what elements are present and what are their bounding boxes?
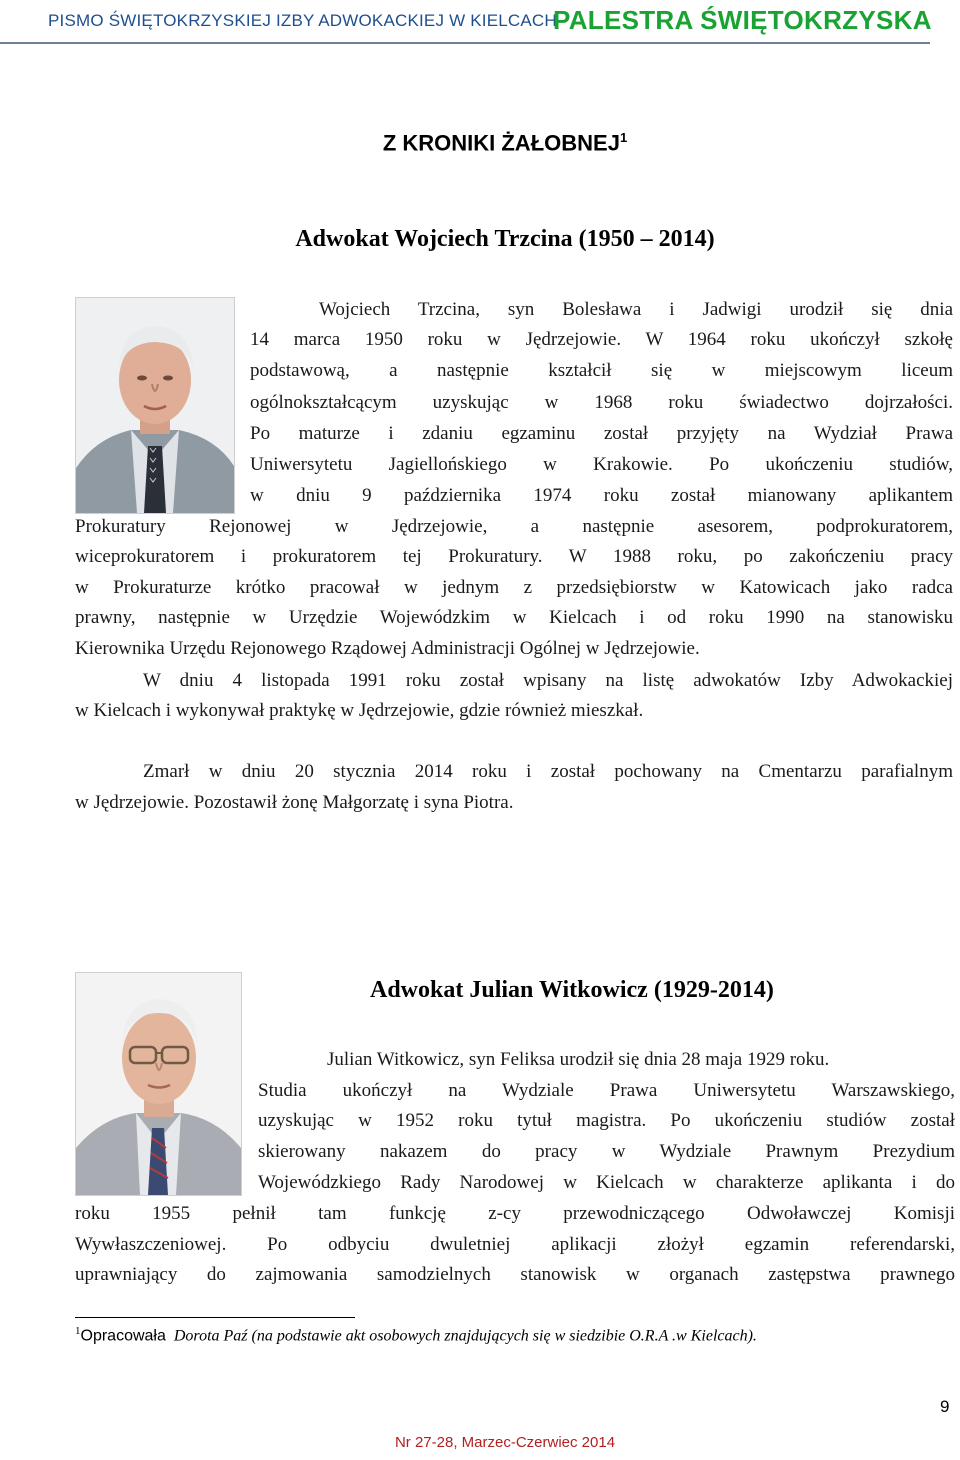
text-line: Studia ukończył na Wydziale Prawa Uniwersytetu Warszawskiego, xyxy=(258,1080,955,1101)
text-line: skierowany nakazem do pracy w Wydziale Prawnym Prezydium xyxy=(258,1141,955,1162)
section-title-text: Z KRONIKI ŻAŁOBNEJ xyxy=(382,130,620,156)
footnote-label: Opracowała xyxy=(80,1327,166,1345)
text-line: Kierownika Urzędu Rejonowego Rządowej Administracji Ogólnej w Jędrzejowie. xyxy=(75,638,700,659)
text-line: W dniu 4 listopada 1991 roku został wpisany na listę adwokatów Izby Adwokackiej xyxy=(143,670,953,691)
article2-title: Adwokat Julian Witkowicz (1929-2014) xyxy=(370,977,774,1003)
text-line: w Jędrzejowie. Pozostawił żonę Małgorzatę i syna Piotra. xyxy=(75,792,514,813)
text-line: uzyskując w 1952 roku tytuł magistra. Po ukończeniu studiów został xyxy=(258,1110,955,1131)
text-line: w dniu 9 października 1974 roku został mianowany aplikantem xyxy=(250,485,953,506)
journal-name: PISMO ŚWIĘTOKRZYSKIEJ IZBY ADWOKACKIEJ W KIELCACH xyxy=(48,11,557,30)
text-line: w Kielcach i wykonywał praktykę w Jędrzejowie, gdzie również mieszkał. xyxy=(75,700,644,721)
text-line: Zmarł w dniu 20 stycznia 2014 roku i został pochowany na Cmentarzu parafialnym xyxy=(143,761,953,782)
text-line: 14 marca 1950 roku w Jędrzejowie. W 1964 roku ukończył szkołę xyxy=(250,329,953,350)
article1-title: Adwokat Wojciech Trzcina (1950 – 2014) xyxy=(295,226,715,252)
page-number: 9 xyxy=(940,1397,950,1416)
footnote-text: Dorota Paź (na podstawie akt osobowych znajdujących się w siedzibie O.R.A .w Kielcach). xyxy=(173,1327,757,1345)
footnote-ref: 1 xyxy=(619,130,628,145)
footnote-divider xyxy=(75,1317,355,1318)
text-line: Wywłaszczeniowej. Po odbyciu dwuletniej aplikacji złożył egzamin referendarski, xyxy=(75,1234,955,1255)
text-line: prawny, następnie w Urzędzie Wojewódzkim w Kielcach i od roku 1990 na stanowisku xyxy=(75,607,953,628)
text-line: uprawniający do zajmowania samodzielnych stanowisk w organach zastępstwa prawnego xyxy=(75,1264,955,1285)
text-line: Wojewódzkiego Rady Narodowej w Kielcach w charakterze aplikanta i do xyxy=(258,1172,955,1193)
footnote-number: 1 xyxy=(75,1325,81,1337)
text-line: Julian Witkowicz, syn Feliksa urodził się dnia 28 maja 1929 roku. xyxy=(327,1049,830,1070)
text-line: wiceprokuratorem i prokuratorem tej Prokuratury. W 1988 roku, po zakończeniu pracy xyxy=(75,546,953,567)
text-line: podstawową, a następnie kształcił się w miejscowym liceum xyxy=(250,360,953,381)
text-line: w Prokuraturze krótko pracował w jednym z przedsiębiorstw w Katowicach jako radca xyxy=(75,577,953,598)
page-header xyxy=(0,0,960,46)
portrait-photo-witkowicz xyxy=(75,972,242,1196)
text-line: ogólnokształcącym uzyskując w 1968 roku świadectwo dojrzałości. xyxy=(250,392,953,413)
issue-footer: Nr 27-28, Marzec-Czerwiec 2014 xyxy=(394,1434,616,1451)
text-line: Po maturze i zdaniu egzaminu został przyjęty na Wydział Prawa xyxy=(250,423,953,444)
text-line: Prokuratury Rejonowej w Jędrzejowie, a następnie asesorem, podprokuratorem, xyxy=(75,516,953,537)
text-line: Uniwersytetu Jagiellońskiego w Krakowie. Po ukończeniu studiów, xyxy=(250,454,953,475)
section-title xyxy=(0,130,960,156)
journal-title: PALESTRA ŚWIĘTOKRZYSKA xyxy=(553,5,932,35)
text-line: roku 1955 pełnił tam funkcję z-cy przewodniczącego Odwoławczej Komisji xyxy=(75,1203,955,1224)
text-line: Wojciech Trzcina, syn Bolesława i Jadwigi urodził się dnia xyxy=(319,299,953,320)
footnote xyxy=(75,1325,757,1345)
portrait-photo-trzcina xyxy=(75,297,235,514)
header-divider xyxy=(0,42,930,44)
